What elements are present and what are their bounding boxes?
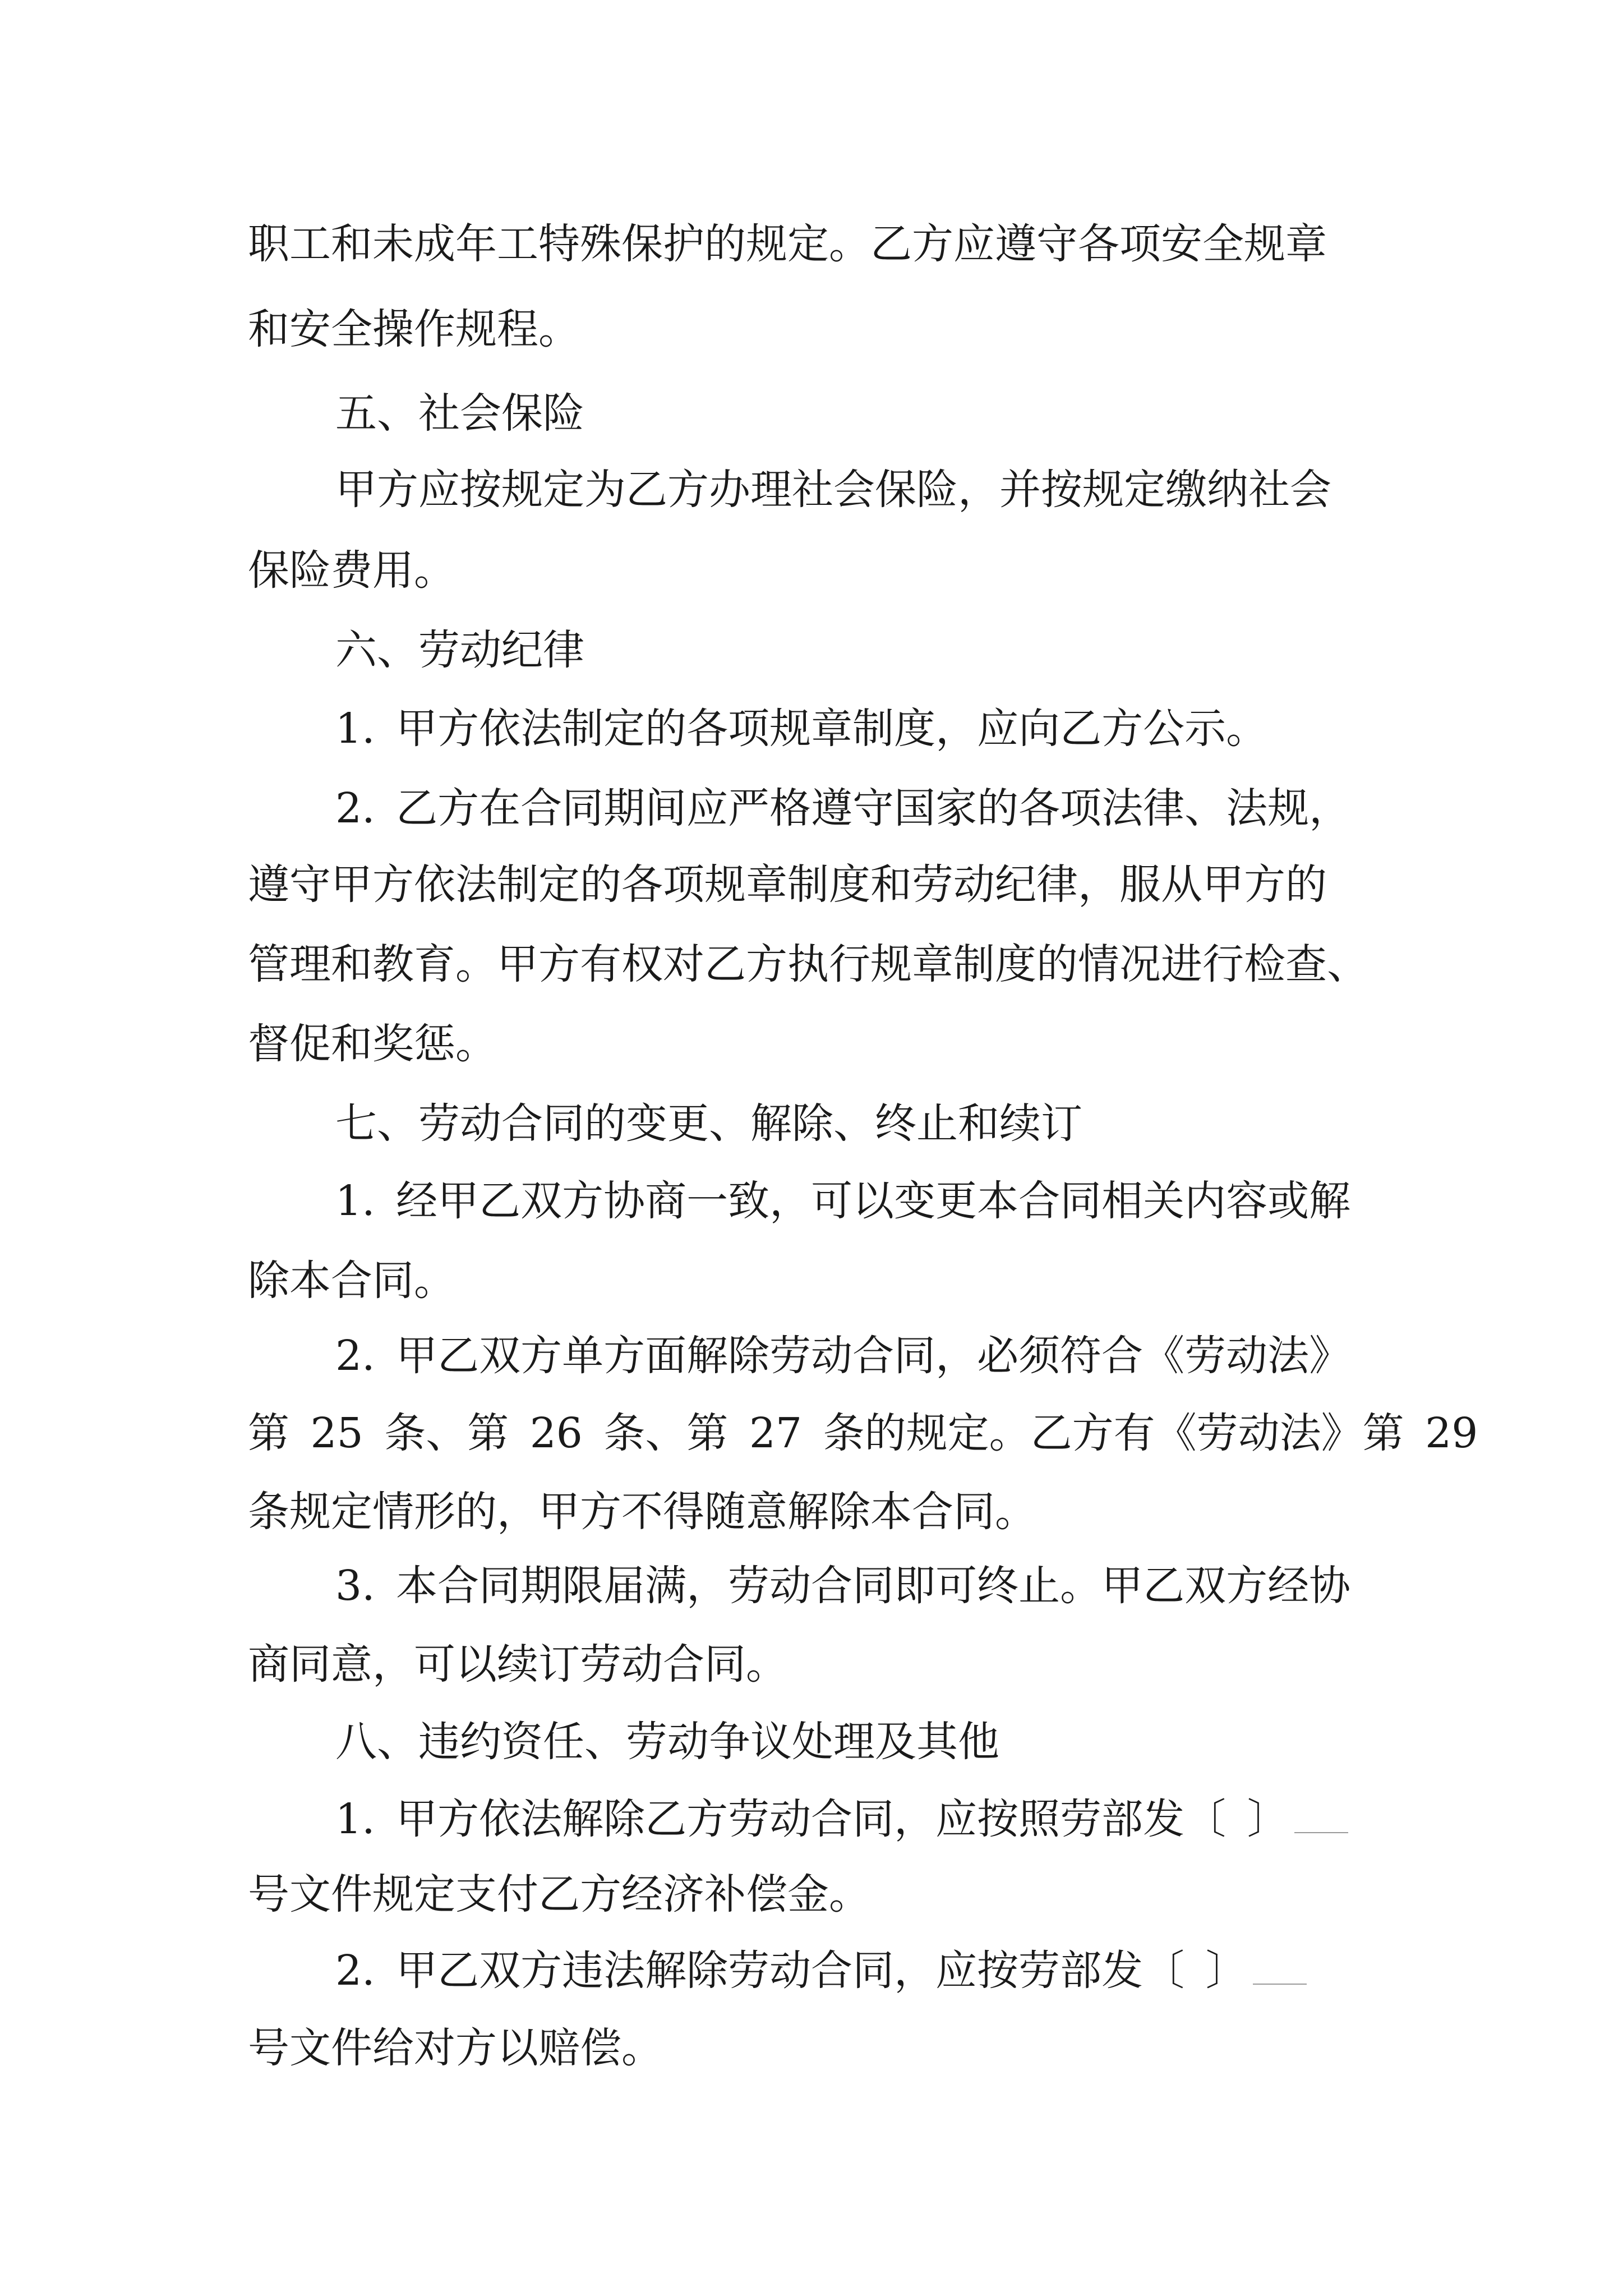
fill-in-blank-line <box>1294 1832 1348 1833</box>
body-text-line: 除本合同。 <box>248 1257 455 1305</box>
body-text-line: 职工和未成年工特殊保护的规定。乙方应遵守各项安全规章 <box>248 220 1327 268</box>
section-heading: 五、社会保险 <box>335 389 584 438</box>
body-text-line-with-blank <box>335 1940 1623 2001</box>
section-heading: 七、劳动合同的变更、解除、终止和续订 <box>335 1099 1082 1148</box>
body-text-line: 遵守甲方依法制定的各项规章制度和劳动纪律，服从甲方的 <box>248 861 1327 909</box>
section-heading: 八、违约资任、劳动争议处理及其他 <box>335 1718 999 1766</box>
body-text-line: 3. 本合同期限届满，劳动合同即可终止。甲乙双方经协 <box>335 1562 1351 1610</box>
fill-in-blank-line <box>1253 1984 1307 1985</box>
body-text-line: 商同意，可以续订劳动合同。 <box>248 1640 787 1688</box>
body-text-line: 管理和教育。甲方有权对乙方执行规章制度的情况进行检查、 <box>248 940 1368 988</box>
body-text: 2. 甲乙双方违法解除劳动合同，应按劳部发〔 〕 <box>335 1947 1247 1995</box>
body-text-line: 甲方应按规定为乙方办理社会保险，并按规定缴纳社会 <box>335 466 1331 514</box>
section-heading: 六、劳动纪律 <box>335 626 584 674</box>
body-text-line: 1. 经甲乙双方协商一致，可以变更本合同相关内容或解 <box>335 1177 1351 1225</box>
body-text-line: 督促和奖惩。 <box>248 1020 497 1068</box>
body-text-line-with-blank <box>335 1788 1623 1850</box>
body-text-line: 和安全操作规程。 <box>248 305 580 353</box>
body-text-line: 号文件给对方以赔偿。 <box>248 2024 663 2072</box>
body-text-line: 号文件规定支付乙方经济补偿金。 <box>248 1870 870 1918</box>
body-text-line: 2. 甲乙双方单方面解除劳动合同，必须符合《劳动法》 <box>335 1332 1351 1380</box>
body-text: 1. 甲方依法解除乙方劳动合同，应按照劳部发〔 〕 <box>335 1795 1289 1843</box>
body-text-line: 第 25 条、第 26 条、第 27 条的规定。乙方有《劳动法》第 29 <box>248 1409 1478 1457</box>
body-text-line: 2. 乙方在合同期间应严格遵守国家的各项法律、法规， <box>335 784 1351 832</box>
body-text-line: 条规定情形的，甲方不得随意解除本合同。 <box>248 1488 1036 1536</box>
body-text-line: 1. 甲方依法制定的各项规章制度，应向乙方公示。 <box>335 705 1268 753</box>
body-text-line: 保险费用。 <box>248 546 455 595</box>
